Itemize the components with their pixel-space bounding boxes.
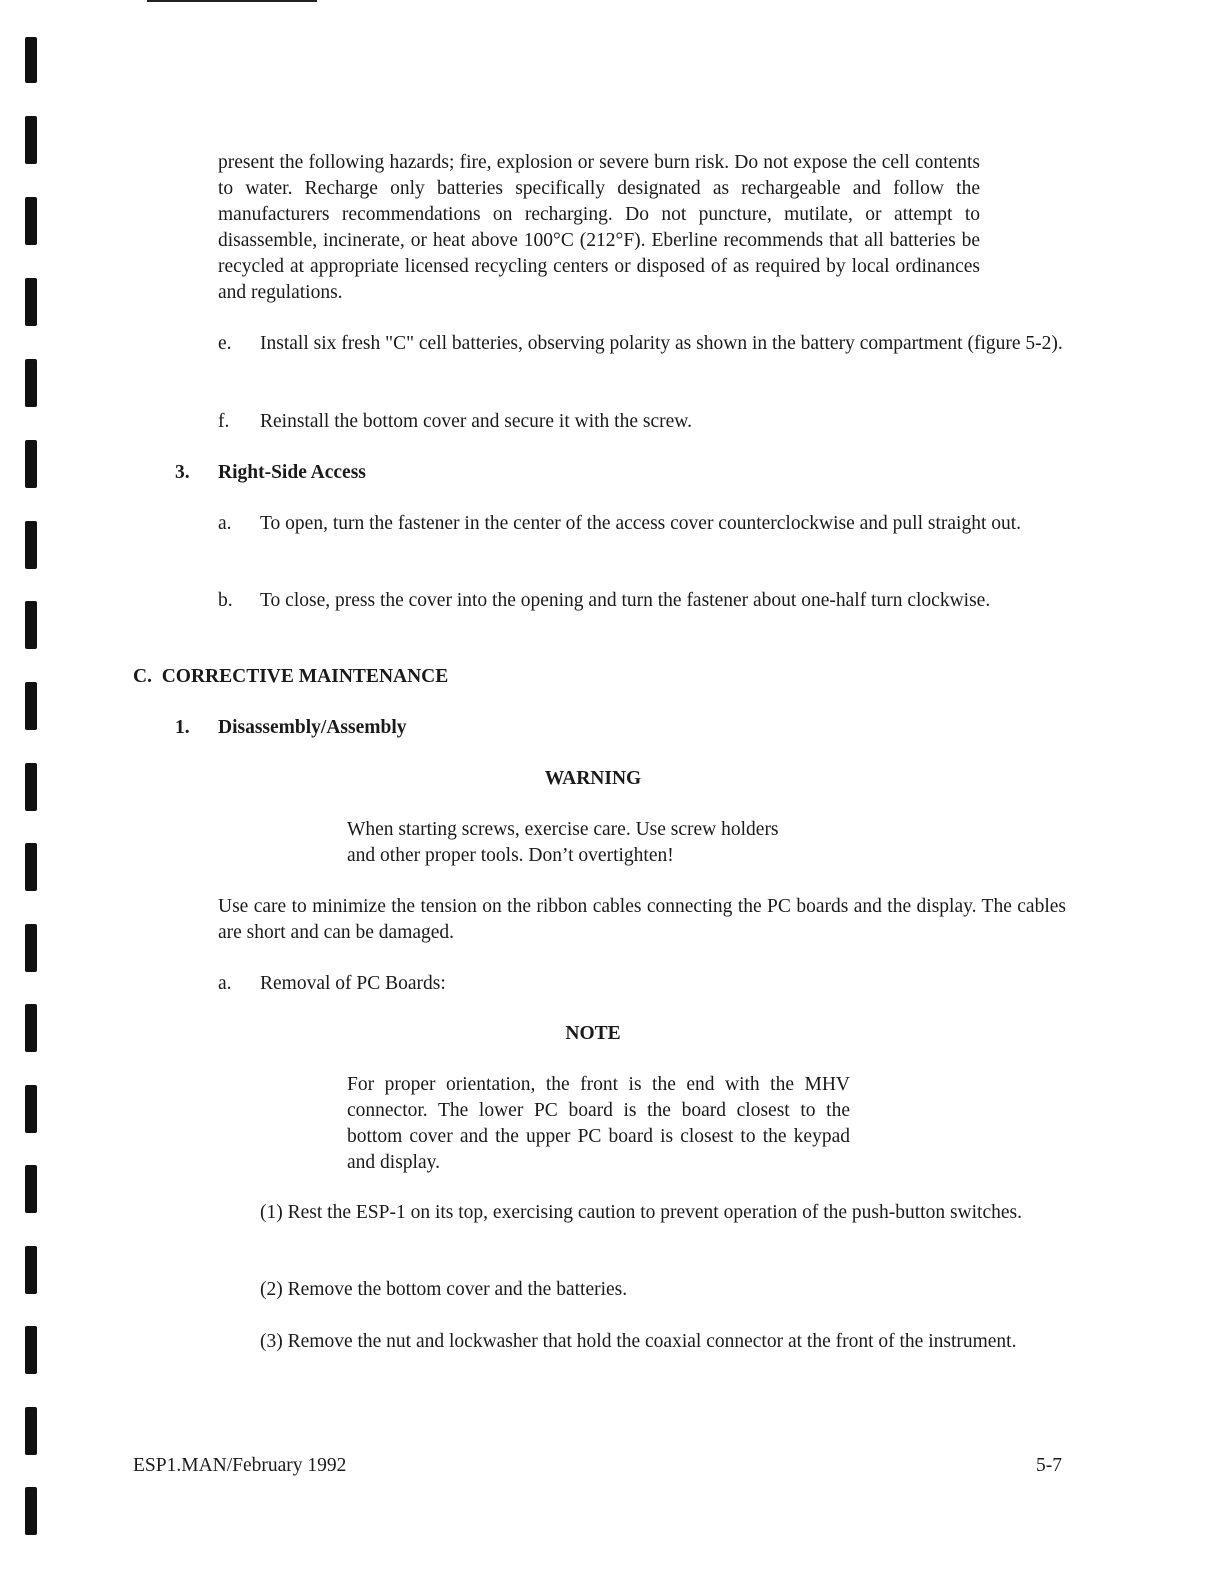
footer-document-id: ESP1.MAN/February 1992 [133,1455,347,1476]
substep-remove-nut: (3) Remove the nut and lockwasher that hold the coaxial connector at the front of the instrument. [260,1331,1017,1352]
binder-mark [25,601,37,649]
binder-mark [25,682,37,730]
step-label: a. [218,513,232,534]
subsection-heading-disassembly: Disassembly/Assembly [218,717,407,738]
warning-line-2: and other proper tools. Don’t overtighten! [347,845,674,866]
warning-title: WARNING [544,768,642,789]
binder-mark [25,440,37,488]
binder-mark [25,521,37,569]
top-rule [147,0,317,2]
binder-mark [25,197,37,245]
substep-rest-esp1: (1) Rest the ESP-1 on its top, exercising caution to prevent operation of the push-button switches. [260,1202,1022,1223]
step-label: a. [218,973,232,994]
binder-mark [25,116,37,164]
step-install-batteries: Install six fresh "C" cell batteries, observing polarity as shown in the battery compartment (figure 5-2). [260,333,1063,354]
note-orientation-text: For proper orientation, the front is the end with the MHV connector. The lower PC board is the board closest to the bottom cover and the upper PC board is closest to the keypad and display. [347,1074,850,1173]
section-number: 1. [175,717,190,738]
step-label: f. [218,411,230,432]
note-title: NOTE [565,1023,621,1044]
binder-mark [25,843,37,891]
step-label: b. [218,590,233,611]
binder-mark [25,1246,37,1294]
page-number: 5-7 [1036,1455,1062,1476]
step-open-access-cover: To open, turn the fastener in the center of the access cover counterclockwise and pull straight out. [260,513,1022,534]
step-close-access-cover: To close, press the cover into the opening and turn the fastener about one-half turn clockwise. [260,590,991,611]
binder-mark [25,1326,37,1374]
substep-remove-bottom-cover: (2) Remove the bottom cover and the batteries. [260,1279,628,1300]
battery-hazard-paragraph: present the following hazards; fire, explosion or severe burn risk. Do not expose the cell contents to water. Recharge only batteries specifically designated as rechargeable and follow the manufacturers recommendations on recharging. Do not puncture, mutilate, or attempt to disassemble, incinerate, or heat above 100°C (212°F). Eberline recommends that all batteries be recycled at appropriate licensed recycling centers or disposed of as required by local ordinances and regulations. [218,152,980,303]
step-reinstall-cover: Reinstall the bottom cover and secure it with the screw. [260,411,692,432]
binder-mark [25,37,37,83]
section-number: 3. [175,462,190,483]
binder-mark [25,1085,37,1133]
binder-mark [25,278,37,326]
binder-mark [25,763,37,811]
section-heading-corrective-maintenance: C. CORRECTIVE MAINTENANCE [133,666,449,687]
warning-line-1: When starting screws, exercise care. Use screw holders [347,819,779,840]
binder-mark [25,1487,37,1535]
binder-mark [25,1165,37,1213]
binder-mark [25,924,37,972]
binder-mark [25,1407,37,1455]
section-heading-right-side-access: Right-Side Access [218,462,366,483]
binder-mark [25,1004,37,1052]
ribbon-cable-care-paragraph: Use care to minimize the tension on the ribbon cables connecting the PC boards and the display. The cables are short and can be damaged. [218,896,1066,943]
step-removal-pc-boards: Removal of PC Boards: [260,973,446,994]
binder-mark [25,359,37,407]
step-label: e. [218,333,232,354]
